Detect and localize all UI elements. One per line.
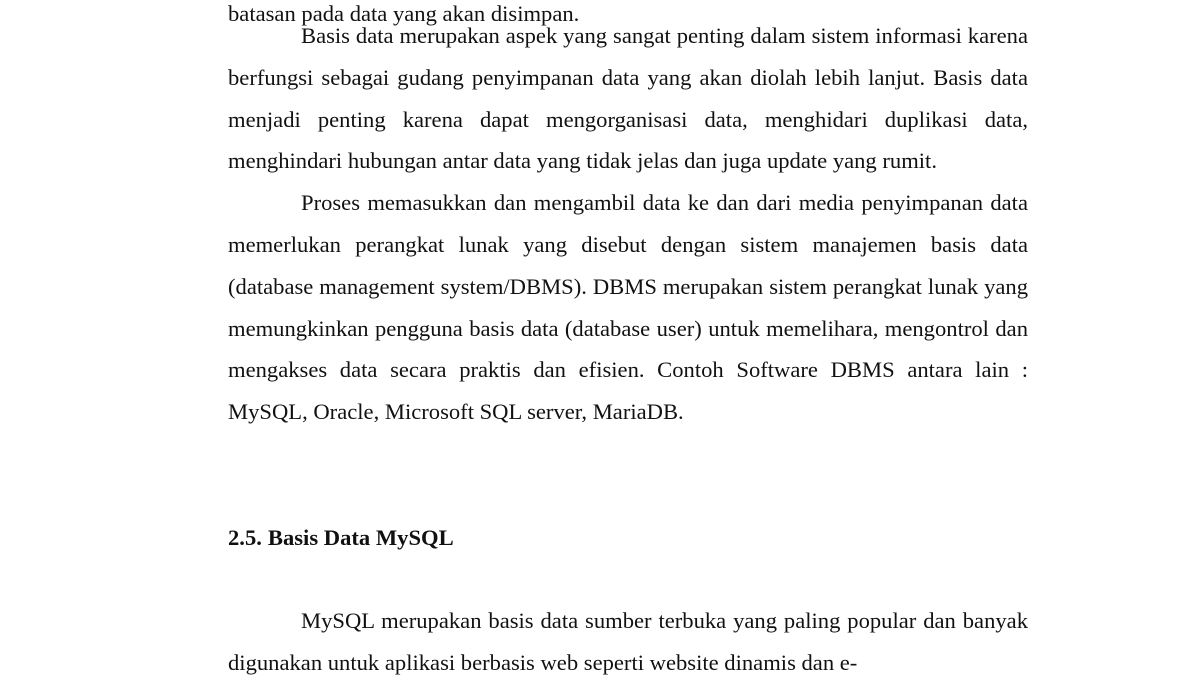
paragraph-mysql: MySQL merupakan basis data sumber terbuka yang paling popular dan banyak digunakan untuk aplikasi berbasis web seperti website dinamis dan e- <box>228 608 1028 675</box>
body-text-lower <box>228 600 1028 684</box>
body-text-upper <box>228 1 1028 433</box>
section-number: 2.5. <box>228 525 262 550</box>
section-title: Basis Data MySQL <box>267 525 454 550</box>
section-heading <box>228 517 454 559</box>
paragraph-basis-data: Basis data merupakan aspek yang sangat penting dalam sistem informasi karena berfungsi sebagai gudang penyimpanan data yang akan diolah lebih lanjut. Basis data menjadi penting karena dapat mengorganisasi data, menghidari duplikasi data, menghindari hubungan antar data yang tidak jelas dan juga update yang rumit. <box>228 23 1028 174</box>
cut-off-line: batasan pada data yang akan disimpan. <box>228 1 580 26</box>
paragraph-dbms: Proses memasukkan dan mengambil data ke dan dari media penyimpanan data memerlukan perangkat lunak yang disebut dengan sistem manajemen basis data (database management system/DBMS). DBMS merupakan sistem perangkat lunak yang memungkinkan pengguna basis data (database user) untuk memelihara, mengontrol dan mengakses data secara praktis dan efisien. Contoh Software DBMS antara lain : MySQL, Oracle, Microsoft SQL server, MariaDB. <box>228 190 1028 425</box>
